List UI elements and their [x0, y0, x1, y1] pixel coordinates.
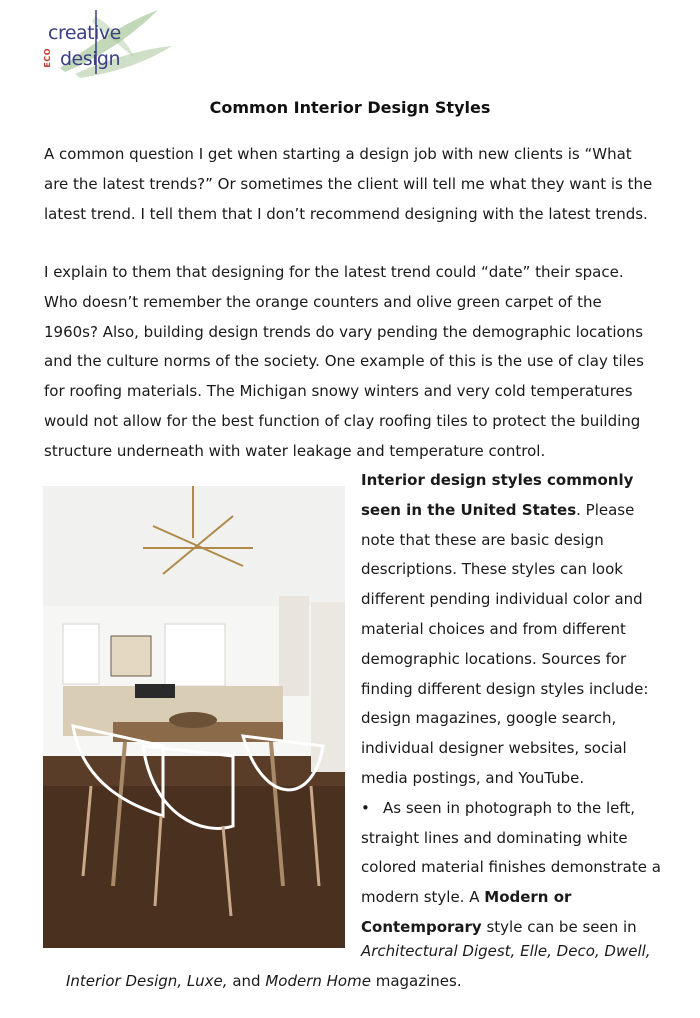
styles-intro-text: . Please note that these are basic design descriptions. These styles can look different pending individual color and material choices and from different demographic locations. Sources for finding different design styles include: design magazines, google search, individual designer websites, social media postings, and YouTube.	[361, 500, 649, 787]
magazine-and: and	[227, 972, 266, 990]
logo-eco-label: ECO	[43, 48, 52, 68]
magazine-list-line1	[361, 937, 681, 967]
dining-room-photo	[43, 486, 345, 948]
logo-word-design: design	[60, 48, 121, 70]
magazine-list-line2	[66, 967, 666, 997]
document-title: Common Interior Design Styles	[209, 98, 491, 117]
trend-paragraph: I explain to them that designing for the latest trend could “date” their space. Who doesn’t remember the orange counters and olive green carpet of the 1960s? Also, building design trends do vary pending the demographic locations and the culture norms of the society. One example of this is the use of clay tiles for roofing materials. The Michigan snowy winters and very cold temperatures would not allow for the best function of clay roofing tiles to protect the building structure underneath with water leakage and temperature control.	[44, 263, 644, 460]
bullet-icon: •	[361, 798, 370, 817]
magazine-end: magazines.	[370, 972, 462, 990]
magazine-names-2: Interior Design, Luxe,	[66, 972, 228, 990]
modern-style-bullet	[361, 794, 661, 943]
bullet-text: As seen in photograph to the left, straight lines and dominating white colored material finishes demonstrate a modern style. A	[361, 798, 661, 907]
logo-word-creative: creative	[48, 22, 121, 44]
magazine-names-3: Modern Home	[265, 972, 371, 990]
styles-intro	[361, 466, 661, 943]
styles-heading: Interior design styles commonly seen in the United States	[361, 471, 634, 519]
bullet-tail: style can be seen in	[481, 917, 637, 936]
intro-paragraph: A common question I get when starting a design job with new clients is “What are the latest trends?” Or sometimes the client will tell me what they want is the latest trend. I tell them that I don’t recommend designing with the latest trends.	[44, 145, 653, 223]
magazine-names-1: Architectural Digest, Elle, Deco, Dwell,	[361, 942, 651, 960]
logo	[40, 8, 180, 80]
modern-contemporary-label: Modern or Contemporary	[361, 888, 572, 936]
